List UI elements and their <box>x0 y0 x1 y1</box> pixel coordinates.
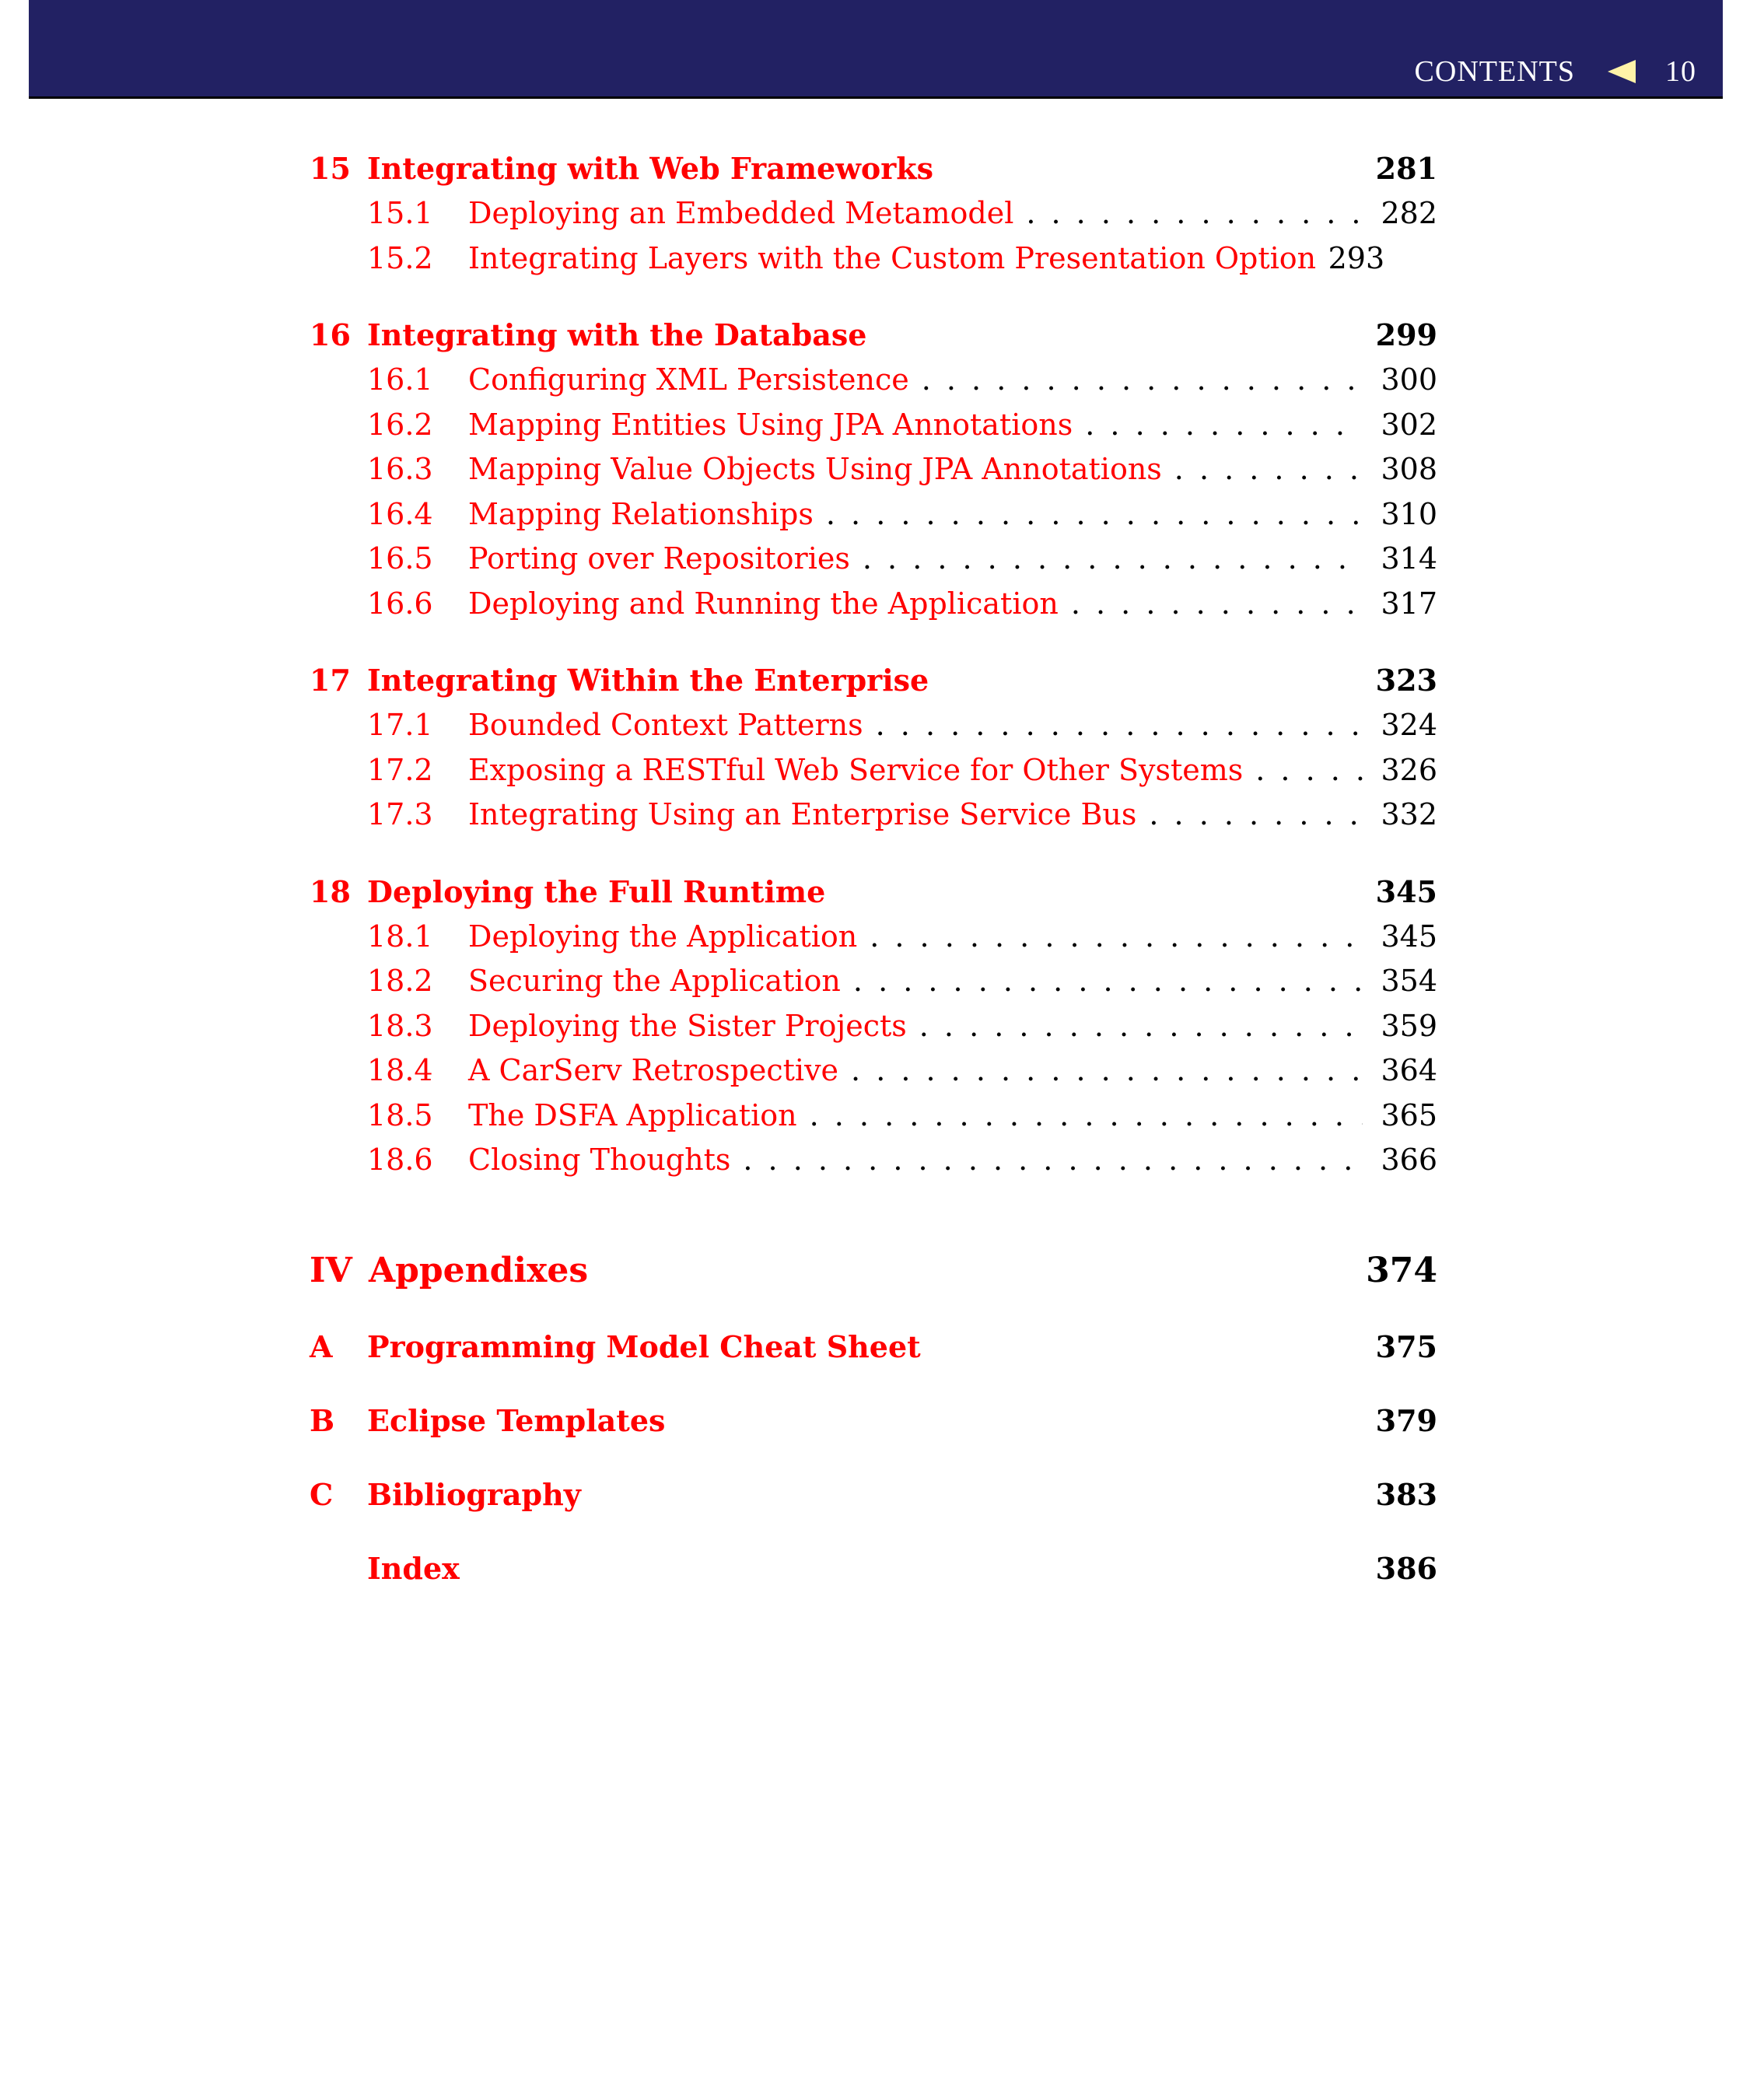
toc-section-18-2[interactable] <box>310 959 1437 1004</box>
toc-section-16-3[interactable] <box>310 447 1437 492</box>
section-page: 300 <box>1381 362 1437 397</box>
back-arrow-icon[interactable] <box>1608 60 1636 83</box>
toc-section-16-2[interactable] <box>310 403 1437 448</box>
section-number: 16.6 <box>367 586 433 621</box>
toc-appendix-b[interactable] <box>310 1398 1437 1444</box>
toc-section-16-1[interactable] <box>310 358 1437 403</box>
section-title: Mapping Entities Using JPA Annotations <box>468 407 1073 442</box>
section-title: The DSFA Application <box>468 1097 797 1132</box>
header-nav <box>1415 53 1696 90</box>
dot-leader <box>1026 191 1363 236</box>
section-number: 16.5 <box>367 541 433 576</box>
section-page: 366 <box>1381 1143 1437 1177</box>
section-number: 17.3 <box>367 797 433 831</box>
section-page: 332 <box>1381 797 1437 831</box>
appendix-title: Programming Model Cheat Sheet <box>367 1328 921 1364</box>
appendix-page: 375 <box>1375 1328 1437 1364</box>
section-number: 15.2 <box>367 240 433 275</box>
section-title: Integrating Layers with the Custom Presentation Option <box>468 240 1317 275</box>
part-title: Appendixes <box>369 1250 589 1290</box>
section-number: 16.3 <box>367 452 433 486</box>
dot-leader <box>1085 403 1363 448</box>
toc-chapter-18[interactable] <box>310 870 1437 915</box>
dot-leader <box>922 358 1363 403</box>
section-page: 364 <box>1381 1053 1437 1087</box>
dot-leader <box>863 537 1363 582</box>
section-page: 308 <box>1381 452 1437 486</box>
toc-section-15-1[interactable] <box>310 191 1437 236</box>
section-number: 16.2 <box>367 407 433 442</box>
section-title: A CarServ Retrospective <box>468 1053 839 1087</box>
appendix-letter: C <box>310 1476 334 1512</box>
section-title: Porting over Repositories <box>468 541 850 576</box>
section-title: Deploying the Application <box>468 919 858 954</box>
section-number: 16.1 <box>367 362 433 397</box>
section-title: Mapping Value Objects Using JPA Annotations <box>468 452 1162 486</box>
section-page: 314 <box>1381 541 1437 576</box>
dot-leader <box>810 1094 1363 1139</box>
section-page: 365 <box>1381 1097 1437 1132</box>
chapter-number: 18 <box>310 873 351 909</box>
part-page: 374 <box>1366 1250 1437 1290</box>
dot-leader <box>1149 793 1363 838</box>
section-title: Bounded Context Patterns <box>468 708 863 742</box>
chapter-number: 16 <box>310 317 351 352</box>
section-number: 18.1 <box>367 919 433 954</box>
section-title: Integrating Using an Enterprise Service Bus <box>468 797 1137 831</box>
dot-leader <box>919 1004 1363 1049</box>
chapter-title: Integrating with the Database <box>367 317 867 352</box>
toc-section-17-3[interactable] <box>310 793 1437 838</box>
toc-section-16-5[interactable] <box>310 537 1437 582</box>
chapter-page: 281 <box>1375 151 1437 186</box>
section-number: 18.4 <box>367 1053 433 1087</box>
section-title: Deploying and Running the Application <box>468 586 1059 621</box>
header-bar <box>29 0 1723 99</box>
toc-section-17-1[interactable] <box>310 703 1437 748</box>
appendix-title: Eclipse Templates <box>367 1402 666 1438</box>
section-number: 18.6 <box>367 1143 433 1177</box>
index-title: Index <box>367 1550 460 1586</box>
dot-leader <box>1071 582 1363 627</box>
section-number: 16.4 <box>367 496 433 531</box>
section-number: 15.1 <box>367 196 433 230</box>
section-title: Deploying the Sister Projects <box>468 1008 907 1043</box>
chapter-page: 323 <box>1375 663 1437 698</box>
section-title: Deploying an Embedded Metamodel <box>468 196 1014 230</box>
section-page: 326 <box>1381 752 1437 787</box>
section-page: 345 <box>1381 919 1437 954</box>
chapter-page: 299 <box>1375 317 1437 352</box>
appendix-letter: B <box>310 1402 335 1438</box>
section-page: 293 <box>1328 240 1385 275</box>
section-page: 317 <box>1381 586 1437 621</box>
toc-section-17-2[interactable] <box>310 748 1437 793</box>
chapter-number: 17 <box>310 663 351 698</box>
section-title: Configuring XML Persistence <box>468 362 909 397</box>
toc-appendix-a[interactable] <box>310 1325 1437 1370</box>
header-page-number: 10 <box>1665 55 1696 88</box>
section-title: Closing Thoughts <box>468 1143 731 1177</box>
toc-section-16-4[interactable] <box>310 492 1437 537</box>
toc-chapter-16[interactable] <box>310 313 1437 358</box>
dot-leader <box>853 959 1363 1004</box>
section-number: 18.5 <box>367 1097 433 1132</box>
section-title: Mapping Relationships <box>468 496 814 531</box>
appendix-title: Bibliography <box>367 1476 581 1512</box>
chapter-title: Deploying the Full Runtime <box>367 873 826 909</box>
part-number: IV <box>310 1250 352 1290</box>
toc-section-18-5[interactable] <box>310 1094 1437 1139</box>
section-title: Exposing a RESTful Web Service for Other Systems <box>468 752 1244 787</box>
appendix-page: 379 <box>1375 1402 1437 1438</box>
dot-leader <box>826 492 1363 537</box>
toc-section-18-6[interactable] <box>310 1138 1437 1183</box>
dot-leader <box>851 1048 1363 1094</box>
dot-leader <box>870 915 1363 960</box>
chapter-title: Integrating Within the Enterprise <box>367 663 929 698</box>
chapter-title: Integrating with Web Frameworks <box>367 151 934 186</box>
table-of-contents <box>310 146 1437 1591</box>
chapter-page: 345 <box>1375 873 1437 909</box>
chapter-number: 15 <box>310 151 351 186</box>
header-section-label[interactable]: CONTENTS <box>1414 55 1575 88</box>
section-page: 282 <box>1381 196 1437 230</box>
toc-chapter-15[interactable] <box>310 146 1437 191</box>
section-title: Securing the Application <box>468 964 841 998</box>
toc-section-18-4[interactable] <box>310 1048 1437 1094</box>
section-page: 324 <box>1381 708 1437 742</box>
toc-index[interactable] <box>310 1546 1437 1591</box>
section-number: 18.3 <box>367 1008 433 1043</box>
section-number: 18.2 <box>367 964 433 998</box>
dot-leader <box>743 1138 1363 1183</box>
section-page: 354 <box>1381 964 1437 998</box>
toc-section-18-3[interactable] <box>310 1004 1437 1049</box>
toc-part-iv[interactable] <box>310 1246 1437 1296</box>
toc-appendix-c[interactable] <box>310 1472 1437 1517</box>
appendix-page: 383 <box>1375 1476 1437 1512</box>
toc-section-16-6[interactable] <box>310 582 1437 627</box>
section-page: 310 <box>1381 496 1437 531</box>
section-page: 302 <box>1381 407 1437 442</box>
dot-leader <box>1174 447 1363 492</box>
section-page: 359 <box>1381 1008 1437 1043</box>
dot-leader <box>1255 748 1363 793</box>
section-number: 17.2 <box>367 752 433 787</box>
toc-section-18-1[interactable] <box>310 915 1437 960</box>
section-number: 17.1 <box>367 708 433 742</box>
index-page: 386 <box>1375 1550 1437 1586</box>
appendix-letter: A <box>310 1328 333 1364</box>
dot-leader <box>876 703 1363 748</box>
toc-section-15-2[interactable] <box>310 236 1437 282</box>
toc-chapter-17[interactable] <box>310 658 1437 703</box>
